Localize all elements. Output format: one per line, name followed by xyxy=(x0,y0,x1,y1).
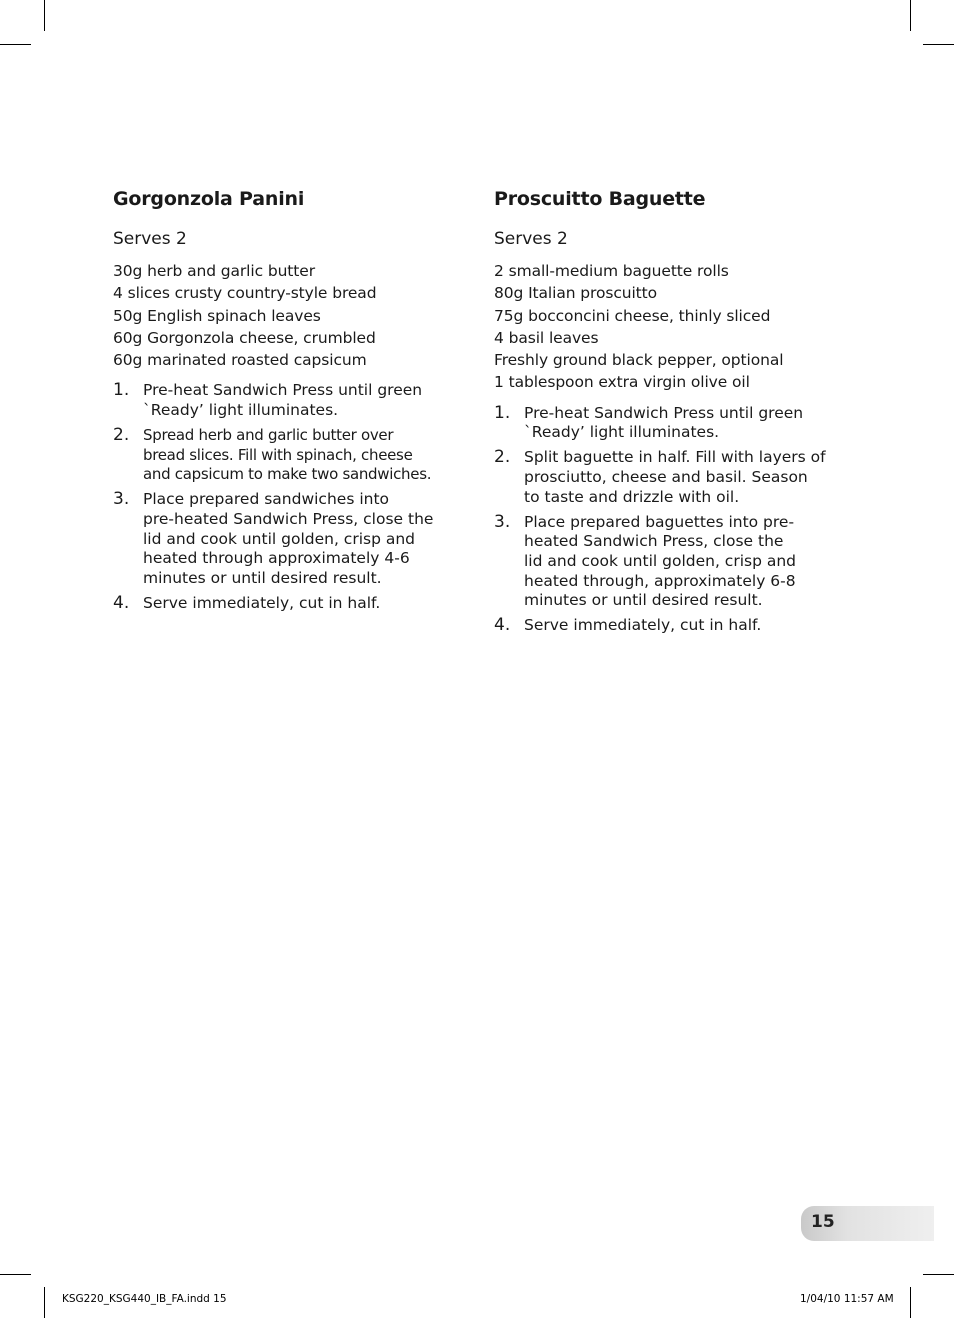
page-number-tab xyxy=(801,1206,934,1241)
crop-mark-top-right-horizontal xyxy=(923,44,954,45)
step-text: Place prepared sandwiches into pre-heated Sandwich Press, close the lid and cook until golden, crisp and heated through approximately 4-6 minutes or until desired result. xyxy=(143,490,434,587)
crop-mark-top-right-vertical xyxy=(910,0,911,31)
ingredient-item: 50g English spinach leaves xyxy=(113,306,321,325)
step-text: Place prepared baguettes into pre- heated Sandwich Press, close the lid and cook until golden, crisp and heated through, approximately 6-8 minutes or until desired result. xyxy=(524,512,797,610)
recipe-proscuitto-baguette xyxy=(494,186,854,641)
step-text: Pre-heat Sandwich Press until green `Ready’ light illuminates. xyxy=(524,403,804,442)
step-number: 4. xyxy=(113,592,130,613)
ingredient-item: 1 tablespoon extra virgin olive oil xyxy=(494,373,750,392)
crop-mark-bottom-right-horizontal xyxy=(923,1274,954,1275)
step-text: Serve immediately, cut in half. xyxy=(524,616,762,635)
step-number: 3. xyxy=(494,511,511,532)
ingredient-item: 60g marinated roasted capsicum xyxy=(113,351,367,370)
step-number: 1. xyxy=(494,402,511,423)
crop-mark-bottom-right-vertical xyxy=(910,1287,911,1318)
method-steps xyxy=(494,404,854,636)
print-slug-datetime: 1/04/10 11:57 AM xyxy=(800,1293,894,1305)
method-step xyxy=(494,404,854,443)
ingredient-item: 2 small-medium baguette rolls xyxy=(494,262,729,280)
method-step xyxy=(113,426,473,485)
ingredient-list xyxy=(494,260,854,394)
step-number: 2. xyxy=(494,447,511,468)
method-step xyxy=(113,490,473,588)
method-step xyxy=(494,616,854,636)
step-text: Spread herb and garlic butter over bread slices. Fill with spinach, cheese and capsicum to make two sandwiches. xyxy=(143,426,432,484)
step-number: 4. xyxy=(494,615,511,636)
ingredient-item: 30g herb and garlic butter xyxy=(113,262,315,280)
method-steps xyxy=(113,381,473,613)
recipe-title: Proscuitto Baguette xyxy=(494,188,706,210)
method-step xyxy=(494,448,854,507)
crop-mark-bottom-left-horizontal xyxy=(0,1274,31,1275)
ingredient-item: 80g Italian proscuitto xyxy=(494,284,658,303)
ingredient-item: 4 basil leaves xyxy=(494,328,599,347)
step-number: 2. xyxy=(113,425,130,446)
crop-mark-top-left-vertical xyxy=(44,0,45,31)
crop-mark-bottom-left-vertical xyxy=(44,1287,45,1318)
serves-label: Serves 2 xyxy=(494,229,568,249)
ingredient-list xyxy=(113,260,473,371)
step-number: 1. xyxy=(113,380,130,401)
method-step xyxy=(494,513,854,611)
recipe-gorgonzola-panini xyxy=(113,186,473,619)
ingredient-item: 60g Gorgonzola cheese, crumbled xyxy=(113,328,376,347)
serves-label: Serves 2 xyxy=(113,229,187,249)
ingredient-item: Freshly ground black pepper, optional xyxy=(494,351,784,370)
ingredient-item: 75g bocconcini cheese, thinly sliced xyxy=(494,306,771,325)
step-number: 3. xyxy=(113,489,130,510)
method-step xyxy=(113,381,473,420)
print-slug-filename: KSG220_KSG440_IB_FA.indd 15 xyxy=(62,1293,227,1305)
step-text: Pre-heat Sandwich Press until green `Ready’ light illuminates. xyxy=(143,381,423,420)
step-text: Split baguette in half. Fill with layers of prosciutto, cheese and basil. Season to taste and drizzle with oil. xyxy=(524,448,826,506)
ingredient-item: 4 slices crusty country-style bread xyxy=(113,284,377,303)
page-number: 15 xyxy=(811,1212,835,1232)
crop-mark-top-left-horizontal xyxy=(0,44,31,45)
recipe-title: Gorgonzola Panini xyxy=(113,188,305,210)
method-step xyxy=(113,594,473,614)
step-text: Serve immediately, cut in half. xyxy=(143,593,381,612)
